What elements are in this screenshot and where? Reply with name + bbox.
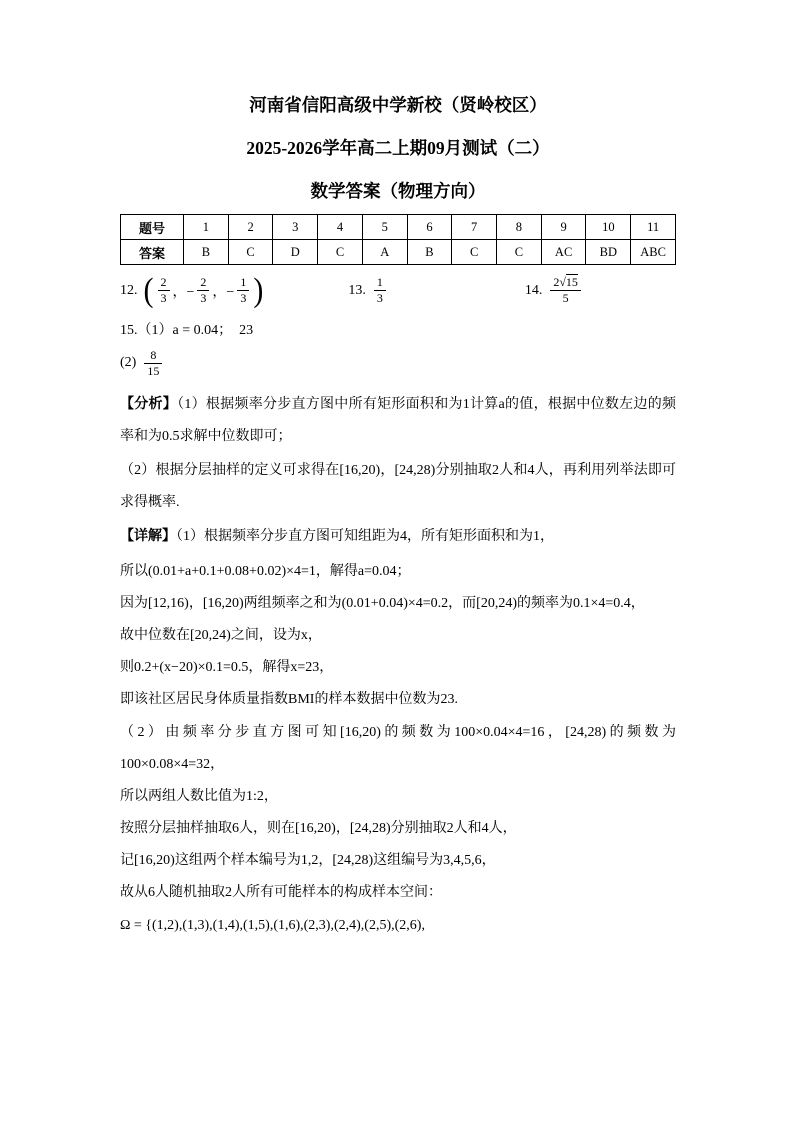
analysis-marker: 【分析】 [120, 396, 178, 412]
answer-cell: A [362, 240, 407, 265]
fraction-numerator: 1 [374, 275, 386, 291]
fraction-denominator: 15 [147, 363, 160, 378]
analysis-paragraph-1 [120, 389, 676, 453]
sqrt-symbol: √ [559, 275, 566, 290]
question-15-part1-answer: 15.（1）a = 0.04； 23 [120, 323, 254, 339]
answer-row [121, 240, 676, 265]
analysis-paragraph-2: （2）根据分层抽样的定义可求得在[16,20)，[24,28)分别抽取2人和4人，再利用列举法即可求得概率. [120, 463, 676, 511]
analysis-text-1: （1）根据频率分步直方图中所有矩形面积和为1计算a的值，根据中位数左边的频率和为0.5求解中位数即可； [120, 396, 676, 444]
open-paren: ( [143, 271, 154, 309]
answer-cell: AC [541, 240, 586, 265]
question-number-cell: 4 [318, 215, 363, 240]
fraction-numerator: 8 [144, 348, 162, 364]
question-number-row [121, 215, 676, 240]
question-number-cell: 11 [631, 215, 676, 240]
close-paren: ) [253, 271, 264, 309]
detail-paragraph-1 [120, 521, 676, 553]
fraction [550, 275, 581, 306]
fraction [144, 348, 162, 379]
row-header-numbers: 题号 [121, 215, 184, 240]
fraction-denominator: 3 [376, 291, 383, 306]
fraction [237, 275, 249, 306]
separator: ，− [212, 284, 235, 300]
question-15-part2-answer [120, 348, 676, 379]
detail-line-9: 按照分层抽样抽取6人，则在[16,20)，[24,28)分别抽取2人和4人， [120, 821, 517, 837]
answer-cell: C [497, 240, 542, 265]
detail-line-7: （2）由频率分步直方图可知[16,20)的频数为100×0.04×4=16，[24,28)的频数为100×0.08×4=32， [120, 724, 676, 772]
question-15-part2-label: (2) [120, 355, 137, 371]
question-13-answer [348, 275, 389, 306]
fraction-denominator: 5 [562, 291, 569, 306]
detail-line-8: 所以两组人数比值为1:2， [120, 788, 278, 804]
question-14-label: 14. [524, 282, 543, 298]
answer-cell: B [407, 240, 452, 265]
answer-cell: ABC [631, 240, 676, 265]
question-12-label: 12. [120, 282, 138, 298]
question-number-cell: 9 [541, 215, 586, 240]
fraction-denominator: 3 [240, 291, 247, 306]
question-number-cell: 8 [497, 215, 542, 240]
question-12-answer [120, 271, 264, 309]
question-14-answer [525, 275, 584, 306]
question-number-cell: 5 [362, 215, 407, 240]
answer-cell: D [273, 240, 318, 265]
question-number-cell: 6 [407, 215, 452, 240]
detail-line-5: 则0.2+(x−20)×0.1=0.5，解得x=23， [120, 660, 334, 676]
question-number-cell: 7 [452, 215, 497, 240]
fraction [158, 275, 170, 306]
row-header-answers: 答案 [121, 240, 184, 265]
title-line-3: 数学答案（物理方向） [310, 180, 486, 201]
answer-table [120, 214, 676, 265]
radicand: 15 [565, 275, 578, 290]
questions-12-13-14-row [120, 271, 676, 309]
detail-line-3: 因为[12,16)，[16,20)两组频率之和为(0.01+0.04)×4=0.2，而[20,24)的频率为0.1×4=0.4， [120, 595, 645, 611]
question-number-cell: 1 [184, 215, 229, 240]
fraction-numerator: 2 [197, 275, 209, 291]
fraction [374, 275, 386, 306]
fraction-denominator: 3 [200, 291, 207, 306]
detail-marker: 【详解】 [120, 529, 176, 545]
answer-cell: B [184, 240, 229, 265]
question-number-cell: 3 [273, 215, 318, 240]
fraction-denominator: 3 [160, 291, 167, 306]
fraction-numerator: 1 [237, 275, 249, 291]
detail-line-12: Ω = {(1,2),(1,3),(1,4),(1,5),(1,6),(2,3),(2,4),(2,5),(2,6), [120, 917, 425, 933]
separator: ，− [172, 284, 195, 300]
detail-line-2: 所以(0.01+a+0.1+0.08+0.02)×4=1，解得a=0.04； [120, 563, 411, 579]
fraction-numerator [550, 275, 581, 291]
fraction [197, 275, 209, 306]
answer-cell: BD [586, 240, 631, 265]
answer-cell: C [318, 240, 363, 265]
answer-cell: C [452, 240, 497, 265]
title-line-2: 2025-2026学年高二上期09月测试（二） [246, 137, 550, 158]
detail-line-11: 故从6人随机抽取2人所有可能样本的构成样本空间： [120, 885, 442, 901]
detail-line-10: 记[16,20)这组两个样本编号为1,2，[24,28)这组编号为3,4,5,6， [120, 853, 496, 869]
title-line-1: 河南省信阳高级中学新校（贤岭校区） [249, 95, 547, 115]
question-13-label: 13. [348, 282, 366, 298]
detail-line-6: 即该社区居民身体质量指数BMI的样本数据中位数为23. [120, 692, 458, 708]
detail-line-4: 故中位数在[20,24)之间，设为x， [120, 627, 322, 643]
fraction-numerator: 2 [158, 275, 170, 291]
question-number-cell: 10 [586, 215, 631, 240]
answer-cell: C [228, 240, 273, 265]
detail-text-1: （1）根据频率分步直方图可知组距为4，所有矩形面积和为1， [176, 529, 554, 545]
coefficient: 2 [553, 275, 560, 290]
question-number-cell: 2 [228, 215, 273, 240]
